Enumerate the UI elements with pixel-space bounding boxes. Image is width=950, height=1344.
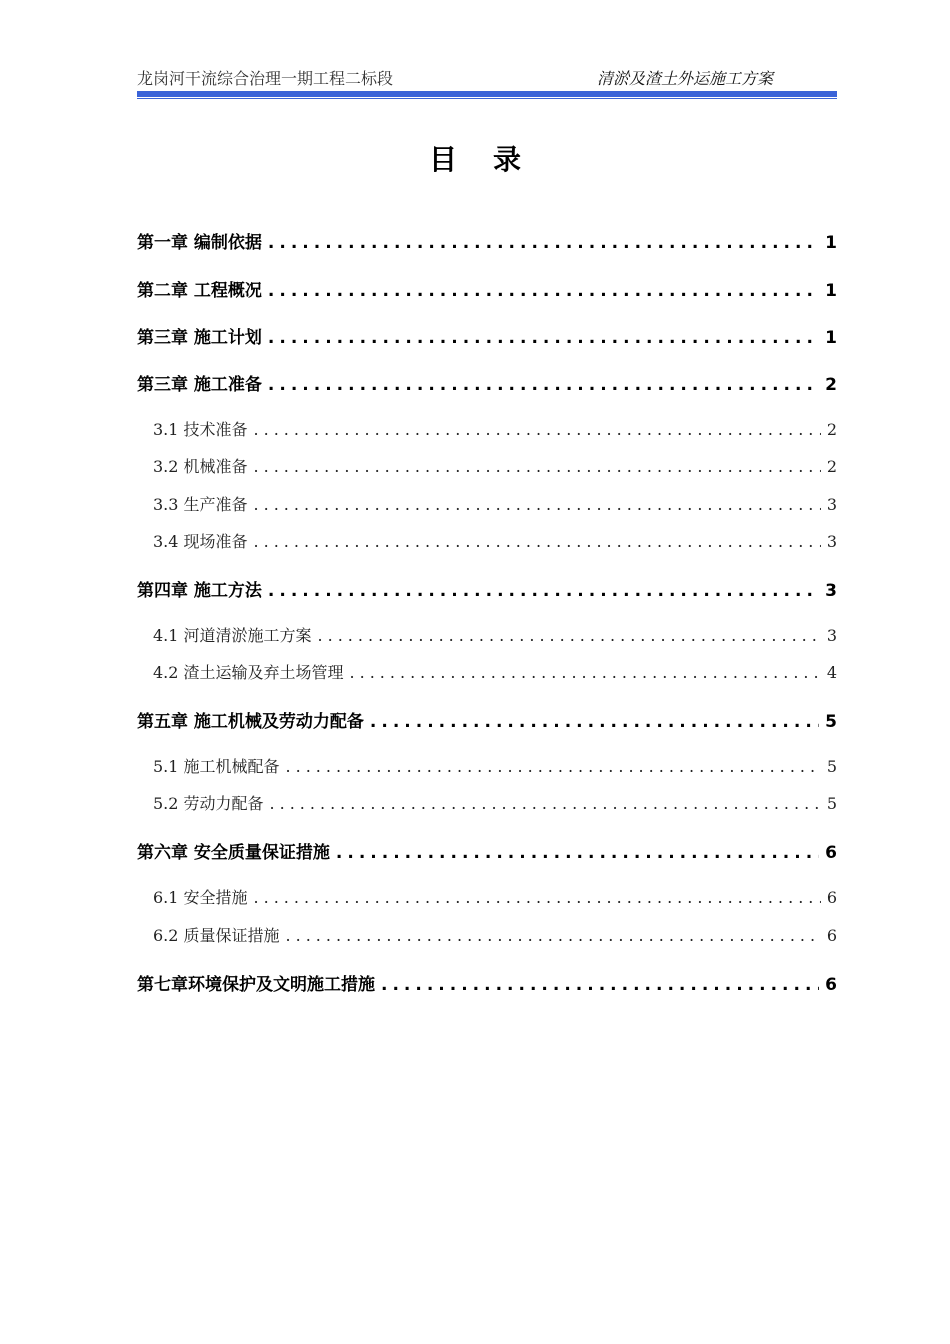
toc-section-entry[interactable] bbox=[137, 791, 837, 819]
page-header bbox=[137, 66, 837, 90]
toc-entry-label: 3.2 机械准备 bbox=[153, 457, 248, 476]
toc-entry-label: 6.1 安全措施 bbox=[153, 888, 248, 907]
toc-section-entry[interactable] bbox=[137, 417, 837, 445]
toc-section-entry[interactable] bbox=[137, 454, 837, 482]
toc-dot-leader bbox=[268, 581, 819, 601]
toc-dot-leader bbox=[318, 626, 821, 645]
header-rule-thin bbox=[137, 98, 837, 99]
toc-entry-label: 4.1 河道清淤施工方案 bbox=[153, 626, 312, 645]
toc-entry-label: 第二章 工程概况 bbox=[137, 281, 262, 301]
toc-dot-leader bbox=[254, 495, 821, 514]
toc-entry-label: 第三章 施工计划 bbox=[137, 328, 262, 348]
toc-dot-leader bbox=[381, 975, 819, 995]
toc-dot-leader bbox=[336, 843, 819, 863]
toc-entry-label: 第六章 安全质量保证措施 bbox=[137, 843, 330, 863]
toc-page-number: 1 bbox=[825, 281, 837, 301]
toc-section-entry[interactable] bbox=[137, 923, 837, 951]
toc-entry-label: 4.2 渣土运输及弃土场管理 bbox=[153, 663, 344, 682]
toc-dot-leader bbox=[370, 712, 819, 732]
toc-section-entry[interactable] bbox=[137, 492, 837, 520]
toc-page-number: 2 bbox=[825, 375, 837, 395]
toc-dot-leader bbox=[268, 281, 819, 301]
toc-page-number: 4 bbox=[826, 663, 837, 682]
toc-page-number: 5 bbox=[826, 757, 837, 776]
toc-page-number: 3 bbox=[826, 532, 837, 551]
toc-chapter-entry[interactable] bbox=[137, 970, 837, 998]
header-rule bbox=[137, 91, 837, 97]
toc-section-entry[interactable] bbox=[137, 754, 837, 782]
toc-page-number: 5 bbox=[825, 712, 837, 732]
toc-dot-leader bbox=[254, 888, 821, 907]
toc-entry-label: 3.3 生产准备 bbox=[153, 495, 248, 514]
toc-page-number: 2 bbox=[826, 420, 837, 439]
toc-dot-leader bbox=[286, 926, 821, 945]
toc-page-number: 6 bbox=[826, 888, 837, 907]
toc-dot-leader bbox=[350, 663, 821, 682]
toc-entry-label: 第一章 编制依据 bbox=[137, 233, 262, 253]
toc-chapter-entry[interactable] bbox=[137, 838, 837, 866]
toc-entry-label: 6.2 质量保证措施 bbox=[153, 926, 280, 945]
toc-page-number: 6 bbox=[826, 926, 837, 945]
toc-entry-label: 第五章 施工机械及劳动力配备 bbox=[137, 712, 364, 732]
toc-entry-label: 5.1 施工机械配备 bbox=[153, 757, 280, 776]
toc-dot-leader bbox=[270, 794, 821, 813]
toc-page-number: 1 bbox=[825, 233, 837, 253]
header-project-name: 龙岗河干流综合治理一期工程二标段 bbox=[137, 69, 394, 88]
toc-page-number: 3 bbox=[826, 626, 837, 645]
page-title: 目录 bbox=[428, 143, 557, 176]
toc-page-number: 1 bbox=[825, 328, 837, 348]
toc-chapter-entry[interactable] bbox=[137, 707, 837, 735]
toc-entry-label: 5.2 劳动力配备 bbox=[153, 794, 264, 813]
toc-entry-label: 3.4 现场准备 bbox=[153, 532, 248, 551]
toc-page-number: 2 bbox=[826, 457, 837, 476]
toc-page-number: 5 bbox=[826, 794, 837, 813]
toc-entry-label: 第七章环境保护及文明施工措施 bbox=[137, 975, 375, 995]
toc-dot-leader bbox=[286, 757, 821, 776]
toc-page-number: 6 bbox=[825, 843, 837, 863]
toc-dot-leader bbox=[268, 375, 819, 395]
toc-dot-leader bbox=[254, 532, 821, 551]
toc-section-entry[interactable] bbox=[137, 529, 837, 557]
toc-dot-leader bbox=[254, 457, 821, 476]
toc-chapter-entry[interactable] bbox=[137, 228, 837, 256]
toc-page-number: 3 bbox=[825, 581, 837, 601]
toc-entry-label: 3.1 技术准备 bbox=[153, 420, 248, 439]
toc-section-entry[interactable] bbox=[137, 885, 837, 913]
toc-chapter-entry[interactable] bbox=[137, 576, 837, 604]
toc-chapter-entry[interactable] bbox=[137, 276, 837, 304]
toc-dot-leader bbox=[254, 420, 821, 439]
toc-entry-label: 第三章 施工准备 bbox=[137, 375, 262, 395]
toc-chapter-entry[interactable] bbox=[137, 370, 837, 398]
header-document-title: 清淤及渣土外运施工方案 bbox=[596, 69, 773, 88]
toc-chapter-entry[interactable] bbox=[137, 323, 837, 351]
toc-dot-leader bbox=[268, 233, 819, 253]
toc-dot-leader bbox=[268, 328, 819, 348]
toc-section-entry[interactable] bbox=[137, 623, 837, 651]
toc-page-number: 3 bbox=[826, 495, 837, 514]
toc-entry-label: 第四章 施工方法 bbox=[137, 581, 262, 601]
toc-page-number: 6 bbox=[825, 975, 837, 995]
toc-section-entry[interactable] bbox=[137, 660, 837, 688]
